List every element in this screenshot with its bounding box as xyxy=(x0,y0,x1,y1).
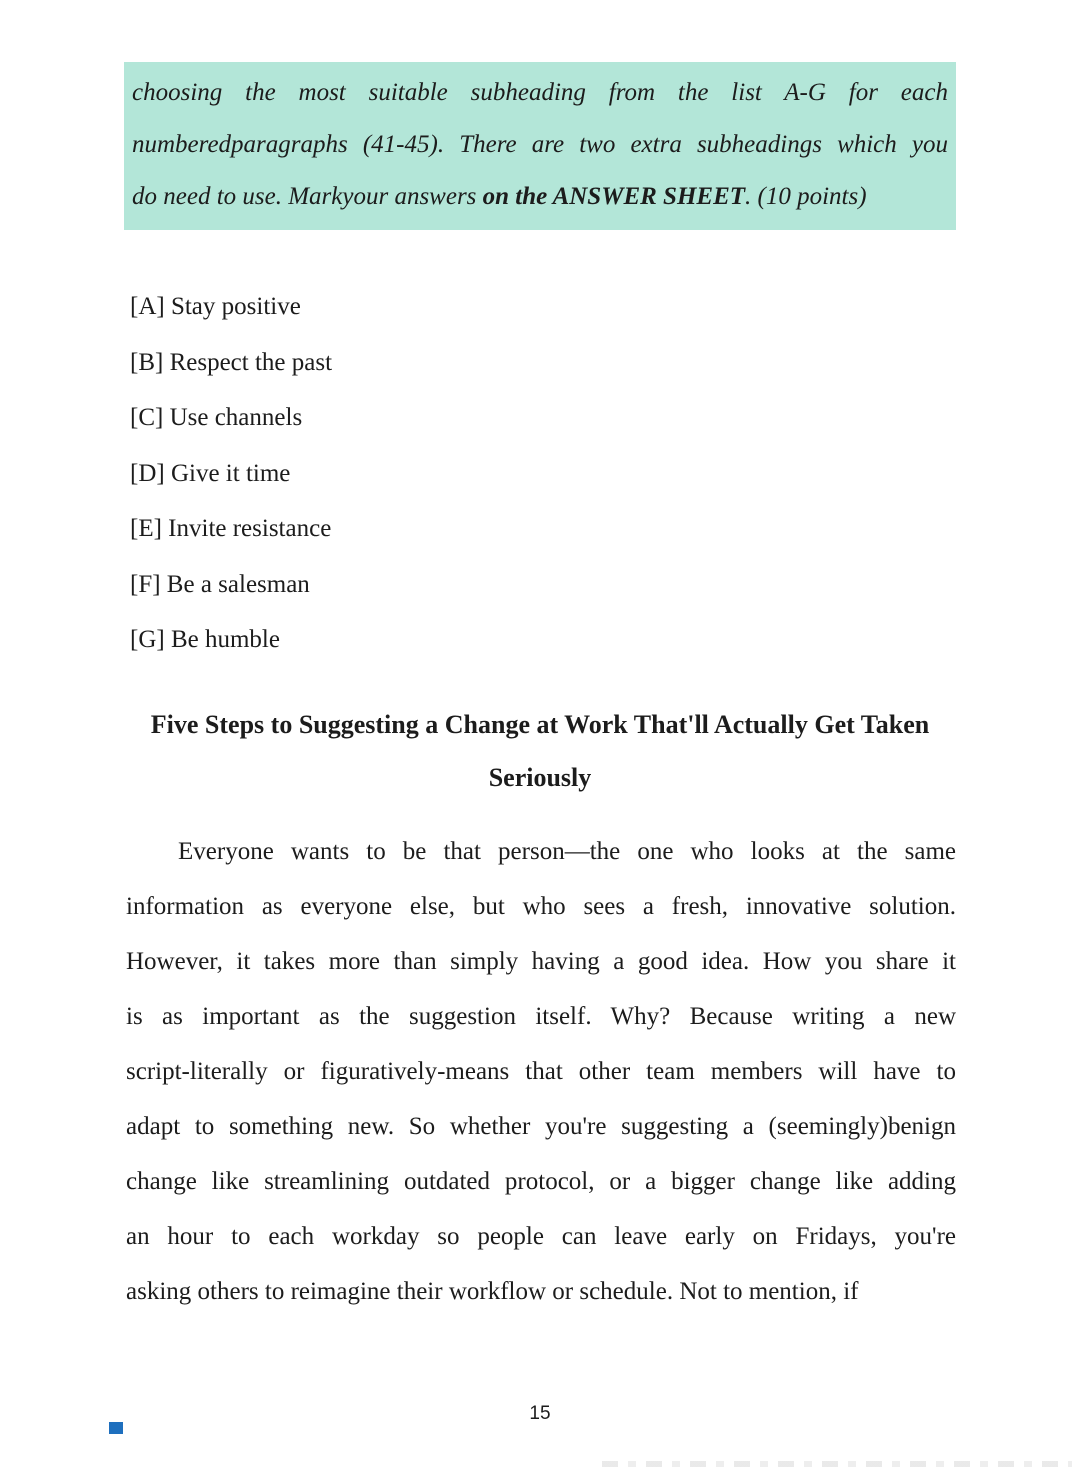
paragraph-line: information as everyone else, but who sees a fresh, innovative solution. xyxy=(126,893,956,920)
paragraph-line: However, it takes more than simply having a good idea. How you share it xyxy=(126,948,956,975)
page-number: 15 xyxy=(529,1403,551,1424)
blue-square-marker xyxy=(109,1422,123,1434)
paragraph-line: change like streamlining outdated protocol, or a bigger change like adding xyxy=(126,1168,956,1195)
instruction-line xyxy=(132,171,948,223)
instruction-line: choosing the most suitable subheading from the list A-G for each xyxy=(132,79,948,106)
article-title-line: Five Steps to Suggesting a Change at Work That'll Actually Get Taken xyxy=(150,710,930,739)
instruction-text: . (10 points) xyxy=(745,183,867,210)
article-title xyxy=(124,698,956,804)
paragraph-line: is as important as the suggestion itself. Why? Because writing a new xyxy=(126,1003,956,1030)
subheading-option-d: [D] Give it time xyxy=(130,459,291,487)
paragraph-line: asking others to reimagine their workflow or schedule. Not to mention, if xyxy=(126,1278,859,1305)
subheading-options-list xyxy=(130,292,730,681)
subheading-option-e: [E] Invite resistance xyxy=(130,515,332,542)
subheading-option-f: [F] Be a salesman xyxy=(130,570,310,598)
subheading-option-a: [A] Stay positive xyxy=(130,293,301,320)
article-title-line: Seriously xyxy=(488,763,592,792)
article-paragraph xyxy=(126,824,956,1319)
subheading-option-c: [C] Use channels xyxy=(130,404,303,431)
paragraph-line: script-literally or figuratively-means that other team members will have to xyxy=(126,1058,956,1085)
next-page-edge xyxy=(602,1461,1072,1467)
instructions-highlight xyxy=(124,62,956,230)
subheading-option-g: [G] Be humble xyxy=(130,626,280,653)
paragraph-line: an hour to each workday so people can leave early on Fridays, you're xyxy=(126,1223,956,1250)
subheading-option-b: [B] Respect the past xyxy=(130,348,333,376)
instruction-text: do need to use. Markyour answers xyxy=(132,183,483,210)
paragraph-line: Everyone wants to be that person—the one who looks at the same xyxy=(178,838,956,865)
paragraph-line: adapt to something new. So whether you're suggesting a (seemingly)benign xyxy=(126,1113,956,1140)
instruction-bold-text: on the ANSWER SHEET xyxy=(482,183,746,210)
instruction-line: numberedparagraphs (41-45). There are two extra subheadings which you xyxy=(132,131,948,158)
